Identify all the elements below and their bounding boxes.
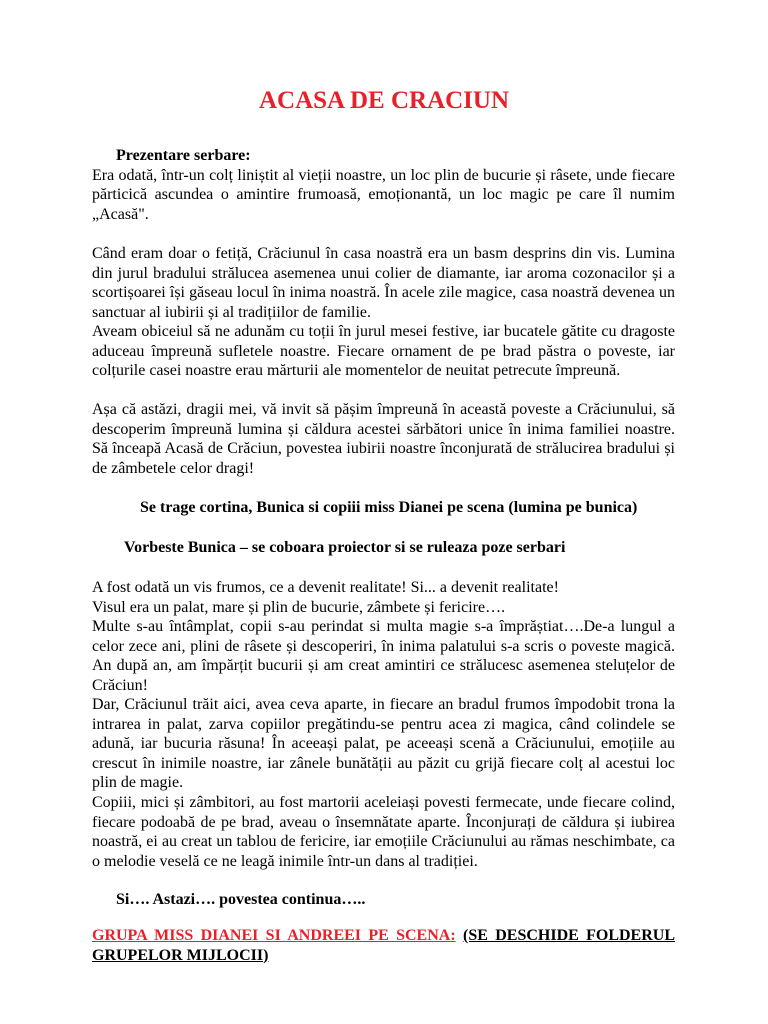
stage-direction (92, 498, 675, 518)
stage-direction-text: Se trage cortina, Bunica si copiii miss Dianei pe scena (lumina pe bunica) (140, 499, 638, 516)
story-paragraph: A fost odată un vis frumos, ce a devenit realitate! Si... a devenit realitate! (92, 579, 559, 596)
intro-paragraph: Aveam obiceiul să ne adunăm cu toții în jurul mesei festive, iar bucatele gătite cu dragoste aduceau împreună sufletele noastre. Fiecare ornament de pe brad păstra o poveste, iar colțurile casei noastre erau mărturii ale momentelor de neuitat petrecute împreună. (92, 323, 675, 380)
intro-heading: Prezentare serbare: (116, 147, 251, 164)
intro-section (92, 146, 675, 224)
intro-paragraph: Așa că astăzi, dragii mei, vă invit să pășim împreună în această poveste a Crăciunului, să descoperim împreună lumina și căldura acestei sărbători unice în inima familiei noastre. Să înceapă Acasă de Crăciun, povestea iubirii noastre înconjurată de strălucirea bradului și de zâmbetele celor dragi! (92, 401, 675, 477)
group-call (92, 926, 675, 965)
story-paragraph: Visul era un palat, mare și plin de bucurie, zâmbete și fericire…. (92, 599, 506, 616)
intro-paragraph: Când eram doar o fetiță, Crăciunul în casa noastră era un basm desprins din vis. Lumina din jurul bradului strălucea asemenea unui colier de diamante, iar aroma cozonacilor și a scortișoarei își găseau locul în inima noastră. În acele zile magice, casa noastră devenea un sanctuar al iubirii și al tradițiilor de familie. (92, 245, 675, 321)
group-call-note: (SE DESCHIDE FOLDERUL GRUPELOR MIJLOCII) (92, 927, 676, 964)
document-title: ACASA DE CRACIUN (258, 87, 510, 114)
story-paragraph: Copiii, mici și zâmbitori, au fost martorii aceleiași povesti fermecate, unde fiecare colind, fiecare podoabă de pe brad, aveau o însemnătate aparte. Înconjurați de căldura și iubirea noastră, ei au creat un tablou de fericire, iar emoțiile Crăciunului au rămas neschimbate, ca o melodie veselă ce ne leagă inimile într-un dans al tradiției. (92, 794, 675, 870)
group-call-red: GRUPA MISS DIANEI SI ANDREEI PE SCENA: (92, 927, 456, 944)
intro-paragraph: Era odată, într-un colț liniștit al vieții noastre, un loc plin de bucurie și râsete, unde fiecare părticică ascundea o amintire frumoasă, emoționantă, un loc magic pe care îl numim „Acasă". (92, 166, 675, 223)
stage-direction-text: Vorbeste Bunica – se coboara proiector si se ruleaza poze serbari (124, 539, 566, 556)
story-paragraph: Dar, Crăciunul trăit aici, avea ceva aparte, in fiecare an bradul frumos împodobit trona la intrarea in palat, zarva copiilor pregătindu-se pentru acea zi magica, când colindele se adună, iar bucuria răsuna! În aceeași palat, pe aceeași scenă a Crăciunului, emoțiile au crescut în inimile noastre, iar zânele bunătății au păzit cu grijă fiecare colț al acestui loc plin de magie. (92, 696, 675, 792)
story-closing (92, 890, 675, 910)
story-closing-text: Si…. Astazi…. povestea continua….. (116, 891, 366, 908)
stage-direction (92, 538, 675, 558)
story-paragraph: Multe s-au întâmplat, copii s-au perindat si multa magie s-a împrăștiat….De-a lungul a celor zece ani, plini de râsete și descoperiri, în inima palatului s-a scris o poveste magică. An după an, am împărțit bucurii și am creat amintiri ce strălucesc asemenea steluțelor de Crăciun! (92, 618, 675, 694)
